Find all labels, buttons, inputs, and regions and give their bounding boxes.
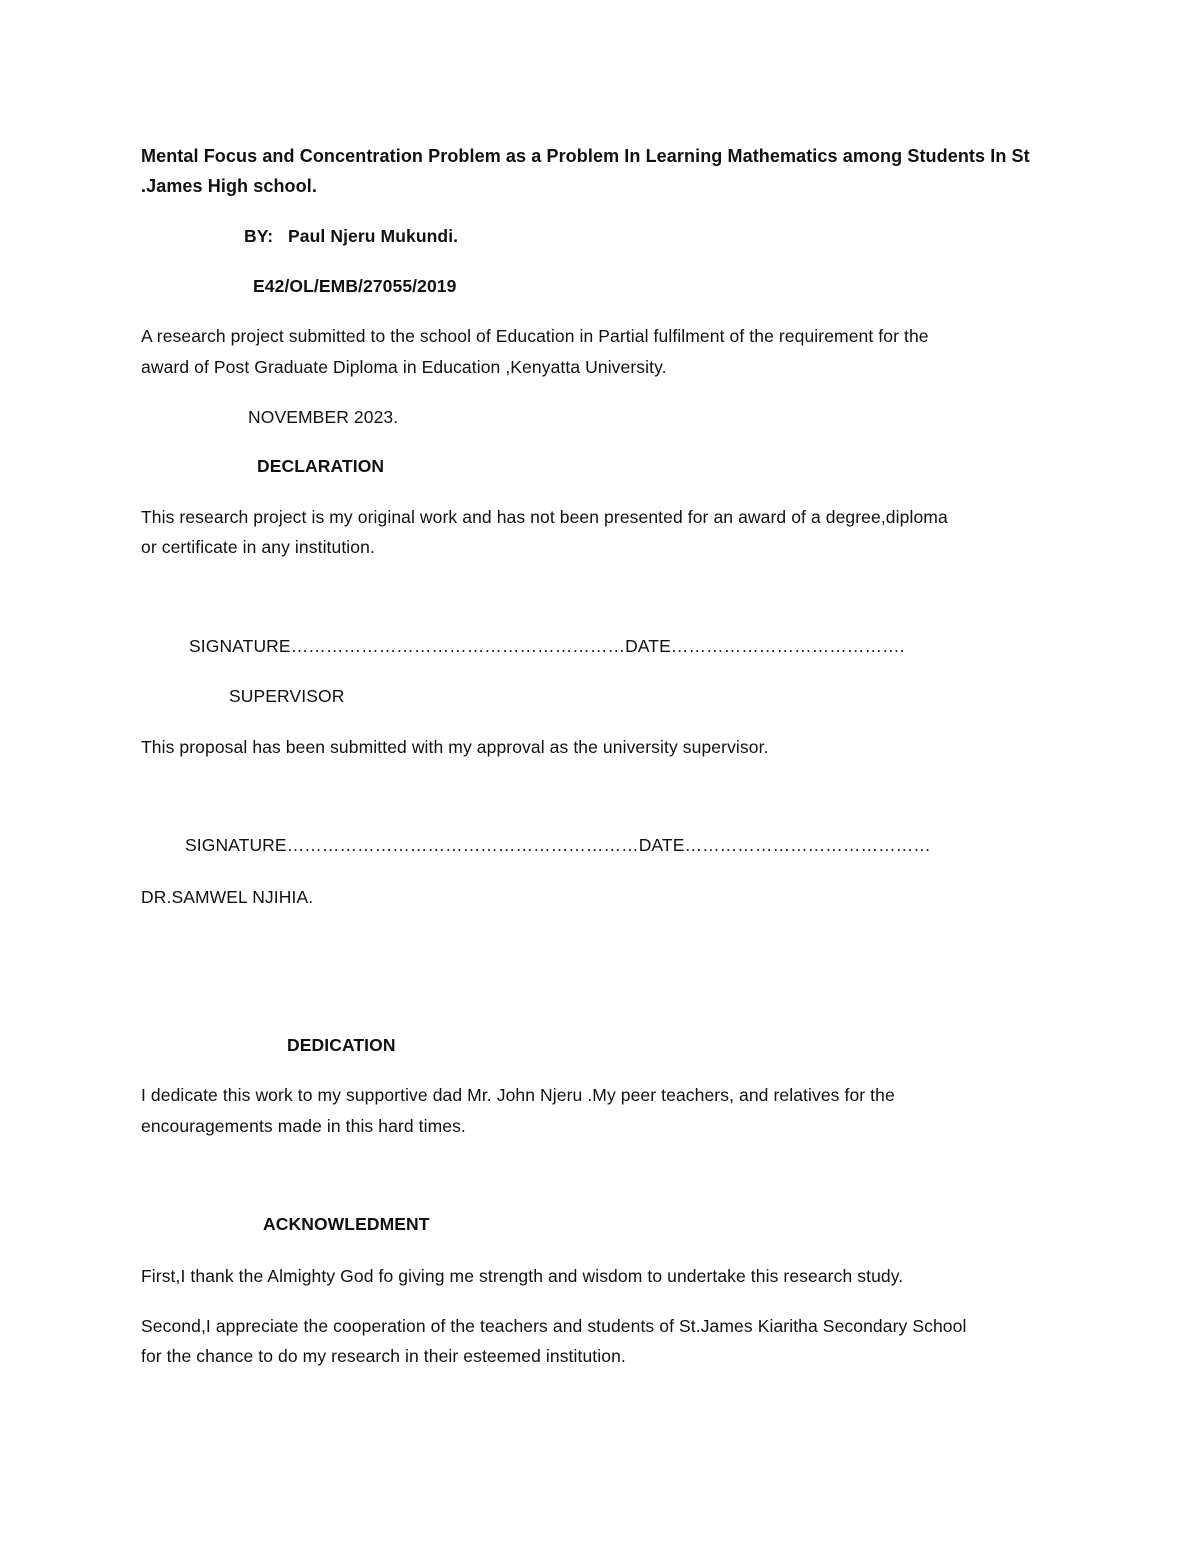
declaration-heading: DECLARATION — [257, 456, 385, 476]
dedication-heading: DEDICATION — [287, 1035, 396, 1055]
submission-date: NOVEMBER 2023. — [248, 407, 399, 427]
student-signature-line: SIGNATURE…………………………………………………DATE…………………………………. — [189, 636, 905, 656]
submission-line-2: award of Post Graduate Diploma in Education ,Kenyatta University. — [141, 357, 667, 377]
acknowledgment-paragraph-1: First,I thank the Almighty God fo giving me strength and wisdom to undertake this research study. — [141, 1266, 904, 1286]
author-name: BY: Paul Njeru Mukundi. — [244, 226, 459, 246]
supervisor-label: SUPERVISOR — [229, 686, 345, 706]
registration-number: E42/OL/EMB/27055/2019 — [253, 276, 457, 296]
title-line-2: .James High school. — [141, 176, 317, 196]
supervisor-name: DR.SAMWEL NJIHIA. — [141, 887, 314, 907]
dedication-line-1: I dedicate this work to my supportive dad Mr. John Njeru .My peer teachers, and relatives for the — [141, 1085, 895, 1105]
supervisor-signature-line: SIGNATURE……………………………………………………DATE…………………………………… — [185, 835, 931, 855]
declaration-line-1: This research project is my original work and has not been presented for an award of a degree,diploma — [141, 507, 948, 527]
acknowledgment-paragraph-2-line-2: for the chance to do my research in their esteemed institution. — [141, 1346, 626, 1366]
acknowledgment-paragraph-2-line-1: Second,I appreciate the cooperation of the teachers and students of St.James Kiaritha Secondary School — [141, 1316, 967, 1336]
title-line-1: Mental Focus and Concentration Problem as a Problem In Learning Mathematics among Students In St — [141, 146, 1030, 166]
acknowledgment-heading: ACKNOWLEDMENT — [263, 1214, 430, 1234]
dedication-line-2: encouragements made in this hard times. — [141, 1116, 466, 1136]
declaration-line-2: or certificate in any institution. — [141, 537, 375, 557]
submission-line-1: A research project submitted to the school of Education in Partial fulfilment of the requirement for the — [141, 326, 929, 346]
supervisor-approval-text: This proposal has been submitted with my approval as the university supervisor. — [141, 737, 769, 757]
